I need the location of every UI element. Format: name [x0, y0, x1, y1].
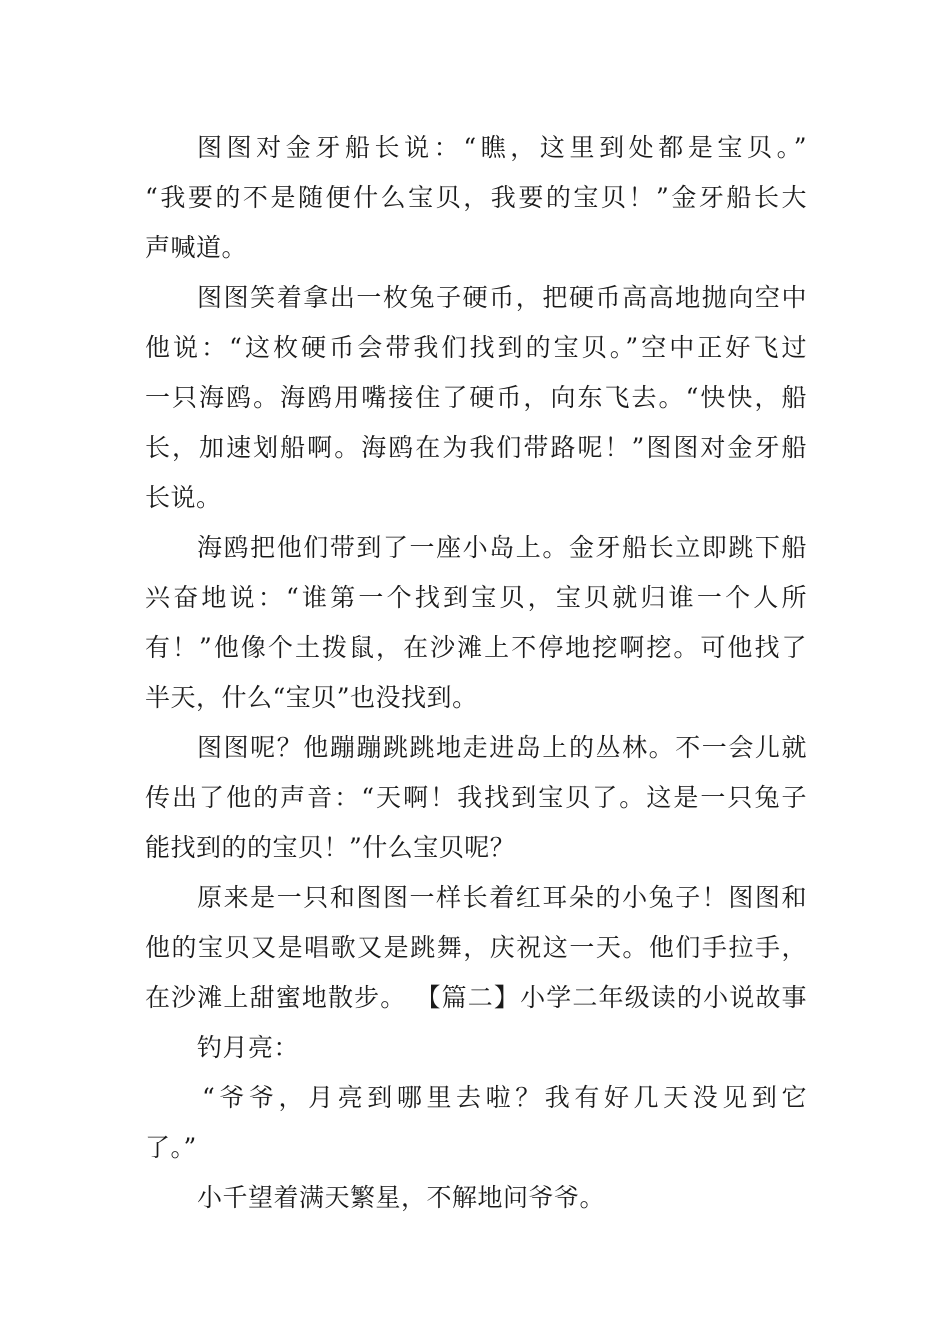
- text-line-12: 半天，什么“宝贝”也没找到。: [145, 683, 478, 712]
- text-line-5: 他说：“这枚硬币会带我们找到的宝贝。”空中正好飞过: [145, 333, 807, 362]
- text-line-20: “爷爷，月亮到哪里去啦？我有好几天没见到它: [202, 1083, 807, 1112]
- text-line-9: 海鸥把他们带到了一座小岛上。金牙船长立即跳下船: [197, 533, 807, 562]
- text-line-6: 一只海鸥。海鸥用嘴接住了硬币，向东飞去。“快快，船: [145, 383, 807, 412]
- text-line-15: 能找到的的宝贝！”什么宝贝呢？: [145, 833, 516, 862]
- text-line-2: “我要的不是随便什么宝贝，我要的宝贝！”金牙船长大: [145, 183, 807, 212]
- text-line-17: 他的宝贝又是唱歌又是跳舞，庆祝这一天。他们手拉手，: [145, 933, 807, 962]
- text-line-13: 图图呢？他蹦蹦跳跳地走进岛上的丛林。不一会儿就: [197, 733, 807, 762]
- text-line-8: 长说。: [145, 483, 222, 512]
- text-line-22: 小千望着满天繁星，不解地问爷爷。: [197, 1183, 606, 1212]
- text-line-4: 图图笑着拿出一枚兔子硬币，把硬币高高地抛向空中: [197, 283, 807, 312]
- text-line-3: 声喊道。: [145, 233, 248, 262]
- text-line-16: 原来是一只和图图一样长着红耳朵的小兔子！图图和: [197, 883, 807, 912]
- text-line-21: 了。”: [145, 1133, 197, 1162]
- text-line-19: 钓月亮：: [197, 1033, 300, 1062]
- text-line-10: 兴奋地说：“谁第一个找到宝贝，宝贝就归谁一个人所: [145, 583, 807, 612]
- text-line-11: 有！”他像个土拨鼠，在沙滩上不停地挖啊挖。可他找了: [145, 633, 807, 662]
- text-line-14: 传出了他的声音：“天啊！我找到宝贝了。这是一只兔子: [145, 783, 807, 812]
- text-line-7: 长，加速划船啊。海鸥在为我们带路呢！”图图对金牙船: [145, 433, 807, 462]
- text-line-18: 在沙滩上甜蜜地散步。 【篇二】小学二年级读的小说故事: [145, 983, 807, 1012]
- text-line-1: 图图对金牙船长说：“瞧，这里到处都是宝贝。”: [197, 133, 807, 162]
